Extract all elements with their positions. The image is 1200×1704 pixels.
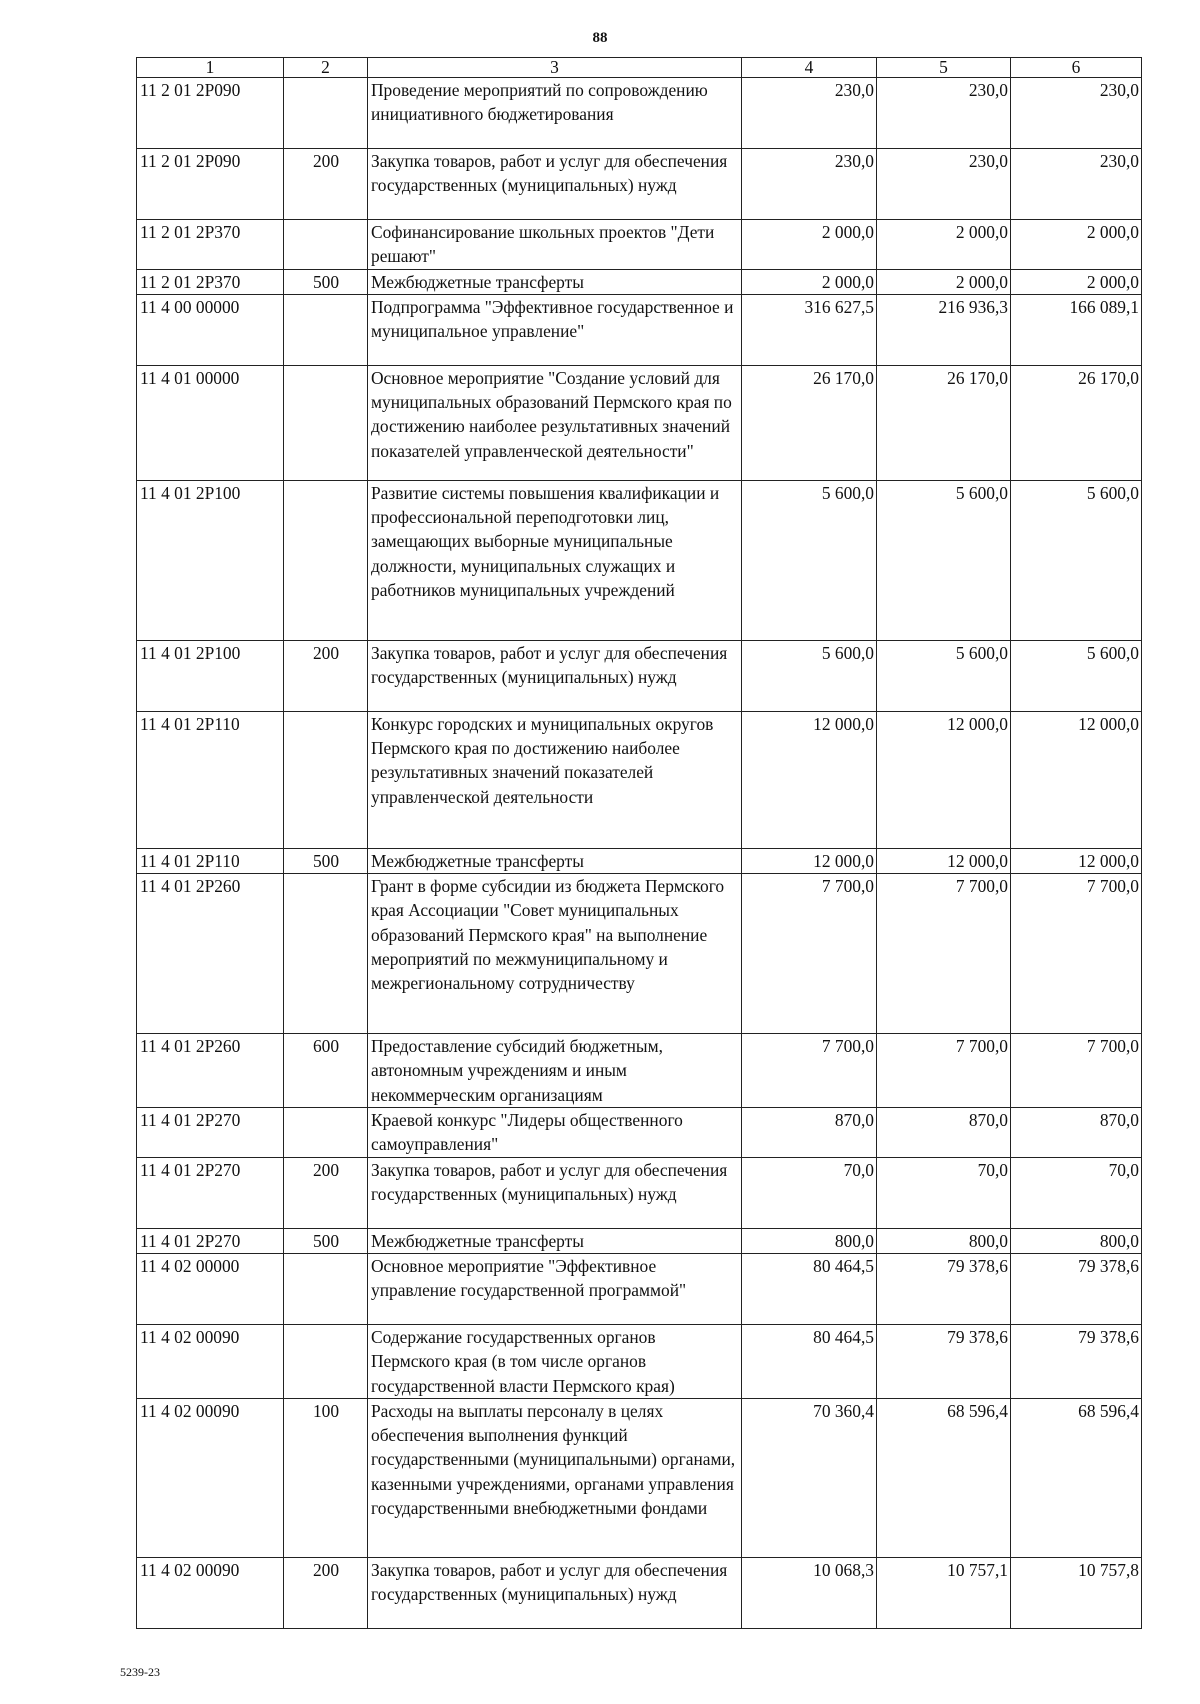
document-code: 5239-23 [120, 1665, 160, 1679]
cell-amount-col6: 12 000,0 [1011, 711, 1142, 848]
cell-amount-col4: 230,0 [742, 149, 877, 220]
table-row [137, 874, 1142, 1034]
cell-target-code: 11 4 01 2P260 [137, 874, 284, 1034]
cell-amount-col5: 79 378,6 [877, 1324, 1011, 1398]
cell-amount-col5: 230,0 [877, 149, 1011, 220]
cell-amount-col5: 800,0 [877, 1228, 1011, 1253]
table-row [137, 149, 1142, 220]
cell-item-name: Предоставление субсидий бюджетным, автономным учреждениям и иным некоммерческим организациям [368, 1034, 742, 1108]
page-number: 88 [592, 30, 608, 46]
table-row [137, 1557, 1142, 1628]
cell-target-code: 11 4 01 2P110 [137, 848, 284, 873]
table-row [137, 269, 1142, 294]
cell-amount-col5: 2 000,0 [877, 220, 1011, 270]
cell-amount-col4: 7 700,0 [742, 1034, 877, 1108]
cell-amount-col4: 800,0 [742, 1228, 877, 1253]
cell-item-name: Грант в форме субсидии из бюджета Пермского края Ассоциации "Совет муниципальных образований Пермского края" на выполнение мероприятий по межмуниципальному и межрегиональному сотрудничеству [368, 874, 742, 1034]
table-row [137, 1034, 1142, 1108]
cell-amount-col6: 10 757,8 [1011, 1557, 1142, 1628]
cell-item-name: Основное мероприятие "Эффективное управление государственной программой" [368, 1253, 742, 1324]
cell-item-name: Развитие системы повышения квалификации и профессиональной переподготовки лиц, замещающих выборные муниципальные должности, муниципальных служащих и работников муниципальных учреждений [368, 480, 742, 640]
cell-expense-type: 500 [284, 848, 368, 873]
table-row [137, 1253, 1142, 1324]
cell-amount-col6: 870,0 [1011, 1108, 1142, 1158]
cell-amount-col4: 316 627,5 [742, 294, 877, 365]
cell-target-code: 11 4 02 00000 [137, 1253, 284, 1324]
table-row [137, 848, 1142, 873]
cell-item-name: Основное мероприятие "Создание условий для муниципальных образований Пермского края по достижению наиболее результативных значений показателей управленческой деятельности" [368, 365, 742, 480]
cell-expense-type [284, 1253, 368, 1324]
cell-amount-col6: 7 700,0 [1011, 1034, 1142, 1108]
cell-amount-col5: 68 596,4 [877, 1398, 1011, 1557]
cell-expense-type: 100 [284, 1398, 368, 1557]
cell-amount-col6: 800,0 [1011, 1228, 1142, 1253]
column-header-5: 5 [877, 58, 1011, 78]
cell-amount-col5: 10 757,1 [877, 1557, 1011, 1628]
cell-amount-col4: 5 600,0 [742, 640, 877, 711]
cell-expense-type [284, 874, 368, 1034]
cell-amount-col6: 230,0 [1011, 78, 1142, 149]
cell-amount-col5: 7 700,0 [877, 874, 1011, 1034]
cell-amount-col4: 12 000,0 [742, 711, 877, 848]
cell-expense-type: 200 [284, 1557, 368, 1628]
cell-amount-col6: 79 378,6 [1011, 1253, 1142, 1324]
table-row [137, 1324, 1142, 1398]
cell-target-code: 11 2 01 2P090 [137, 78, 284, 149]
column-header-1: 1 [137, 58, 284, 78]
header-row [137, 58, 1142, 78]
table-row [137, 711, 1142, 848]
cell-amount-col4: 2 000,0 [742, 269, 877, 294]
cell-target-code: 11 4 01 2P100 [137, 480, 284, 640]
cell-target-code: 11 4 01 2P270 [137, 1157, 284, 1228]
cell-item-name: Краевой конкурс "Лидеры общественного самоуправления" [368, 1108, 742, 1158]
cell-target-code: 11 4 01 00000 [137, 365, 284, 480]
cell-expense-type: 200 [284, 640, 368, 711]
table-row [137, 220, 1142, 270]
table-row [137, 1228, 1142, 1253]
cell-target-code: 11 4 02 00090 [137, 1324, 284, 1398]
cell-target-code: 11 4 02 00090 [137, 1557, 284, 1628]
cell-amount-col4: 70,0 [742, 1157, 877, 1228]
cell-expense-type [284, 365, 368, 480]
cell-amount-col5: 70,0 [877, 1157, 1011, 1228]
cell-target-code: 11 4 00 00000 [137, 294, 284, 365]
cell-amount-col5: 5 600,0 [877, 640, 1011, 711]
table-body [137, 78, 1142, 1629]
cell-amount-col4: 5 600,0 [742, 480, 877, 640]
cell-expense-type [284, 1324, 368, 1398]
cell-amount-col6: 5 600,0 [1011, 640, 1142, 711]
cell-amount-col5: 216 936,3 [877, 294, 1011, 365]
table-row [137, 365, 1142, 480]
cell-amount-col5: 79 378,6 [877, 1253, 1011, 1324]
table-row [137, 294, 1142, 365]
table-row [137, 1157, 1142, 1228]
cell-amount-col4: 10 068,3 [742, 1557, 877, 1628]
cell-amount-col4: 12 000,0 [742, 848, 877, 873]
cell-expense-type: 500 [284, 1228, 368, 1253]
cell-amount-col6: 70,0 [1011, 1157, 1142, 1228]
cell-amount-col5: 230,0 [877, 78, 1011, 149]
cell-item-name: Софинансирование школьных проектов "Дети решают" [368, 220, 742, 270]
cell-amount-col4: 230,0 [742, 78, 877, 149]
cell-amount-col6: 2 000,0 [1011, 220, 1142, 270]
cell-expense-type [284, 294, 368, 365]
cell-item-name: Закупка товаров, работ и услуг для обеспечения государственных (муниципальных) нужд [368, 149, 742, 220]
cell-target-code: 11 2 01 2P370 [137, 269, 284, 294]
cell-expense-type [284, 1108, 368, 1158]
cell-target-code: 11 2 01 2P370 [137, 220, 284, 270]
cell-target-code: 11 2 01 2P090 [137, 149, 284, 220]
cell-amount-col4: 870,0 [742, 1108, 877, 1158]
table-row [137, 1108, 1142, 1158]
cell-item-name: Содержание государственных органов Пермского края (в том числе органов государственной власти Пермского края) [368, 1324, 742, 1398]
cell-target-code: 11 4 01 2P100 [137, 640, 284, 711]
cell-item-name: Конкурс городских и муниципальных округов Пермского края по достижению наиболее результативных значений показателей управленческой деятельности [368, 711, 742, 848]
cell-item-name: Межбюджетные трансферты [368, 1228, 742, 1253]
cell-target-code: 11 4 01 2P260 [137, 1034, 284, 1108]
cell-item-name: Межбюджетные трансферты [368, 848, 742, 873]
cell-expense-type [284, 711, 368, 848]
cell-amount-col4: 7 700,0 [742, 874, 877, 1034]
cell-item-name: Проведение мероприятий по сопровождению инициативного бюджетирования [368, 78, 742, 149]
cell-amount-col5: 870,0 [877, 1108, 1011, 1158]
column-header-4: 4 [742, 58, 877, 78]
cell-amount-col6: 230,0 [1011, 149, 1142, 220]
cell-target-code: 11 4 02 00090 [137, 1398, 284, 1557]
cell-item-name: Закупка товаров, работ и услуг для обеспечения государственных (муниципальных) нужд [368, 1557, 742, 1628]
cell-amount-col6: 5 600,0 [1011, 480, 1142, 640]
cell-amount-col4: 80 464,5 [742, 1253, 877, 1324]
cell-item-name: Закупка товаров, работ и услуг для обеспечения государственных (муниципальных) нужд [368, 640, 742, 711]
cell-amount-col6: 68 596,4 [1011, 1398, 1142, 1557]
cell-expense-type: 600 [284, 1034, 368, 1108]
column-header-3: 3 [368, 58, 742, 78]
cell-expense-type: 200 [284, 149, 368, 220]
cell-amount-col5: 12 000,0 [877, 711, 1011, 848]
cell-amount-col4: 2 000,0 [742, 220, 877, 270]
cell-item-name: Расходы на выплаты персоналу в целях обеспечения выполнения функций государственными (муниципальными) органами, казенными учреждениями, органами управления государственными внебюджетными фондами [368, 1398, 742, 1557]
cell-amount-col5: 2 000,0 [877, 269, 1011, 294]
cell-item-name: Подпрограмма "Эффективное государственное и муниципальное управление" [368, 294, 742, 365]
table-row [137, 78, 1142, 149]
table-row [137, 1398, 1142, 1557]
cell-item-name: Межбюджетные трансферты [368, 269, 742, 294]
table-row [137, 480, 1142, 640]
cell-target-code: 11 4 01 2P270 [137, 1108, 284, 1158]
cell-expense-type: 200 [284, 1157, 368, 1228]
cell-amount-col6: 79 378,6 [1011, 1324, 1142, 1398]
cell-amount-col6: 12 000,0 [1011, 848, 1142, 873]
cell-amount-col5: 26 170,0 [877, 365, 1011, 480]
cell-amount-col4: 80 464,5 [742, 1324, 877, 1398]
cell-amount-col4: 70 360,4 [742, 1398, 877, 1557]
column-header-2: 2 [284, 58, 368, 78]
cell-expense-type [284, 220, 368, 270]
cell-item-name: Закупка товаров, работ и услуг для обеспечения государственных (муниципальных) нужд [368, 1157, 742, 1228]
cell-amount-col6: 2 000,0 [1011, 269, 1142, 294]
column-header-6: 6 [1011, 58, 1142, 78]
cell-amount-col6: 26 170,0 [1011, 365, 1142, 480]
cell-amount-col5: 5 600,0 [877, 480, 1011, 640]
cell-expense-type [284, 480, 368, 640]
budget-table [136, 57, 1142, 1629]
cell-target-code: 11 4 01 2P110 [137, 711, 284, 848]
cell-amount-col6: 7 700,0 [1011, 874, 1142, 1034]
cell-expense-type [284, 78, 368, 149]
cell-expense-type: 500 [284, 269, 368, 294]
cell-amount-col5: 7 700,0 [877, 1034, 1011, 1108]
cell-amount-col5: 12 000,0 [877, 848, 1011, 873]
cell-target-code: 11 4 01 2P270 [137, 1228, 284, 1253]
table-row [137, 640, 1142, 711]
cell-amount-col4: 26 170,0 [742, 365, 877, 480]
cell-amount-col6: 166 089,1 [1011, 294, 1142, 365]
